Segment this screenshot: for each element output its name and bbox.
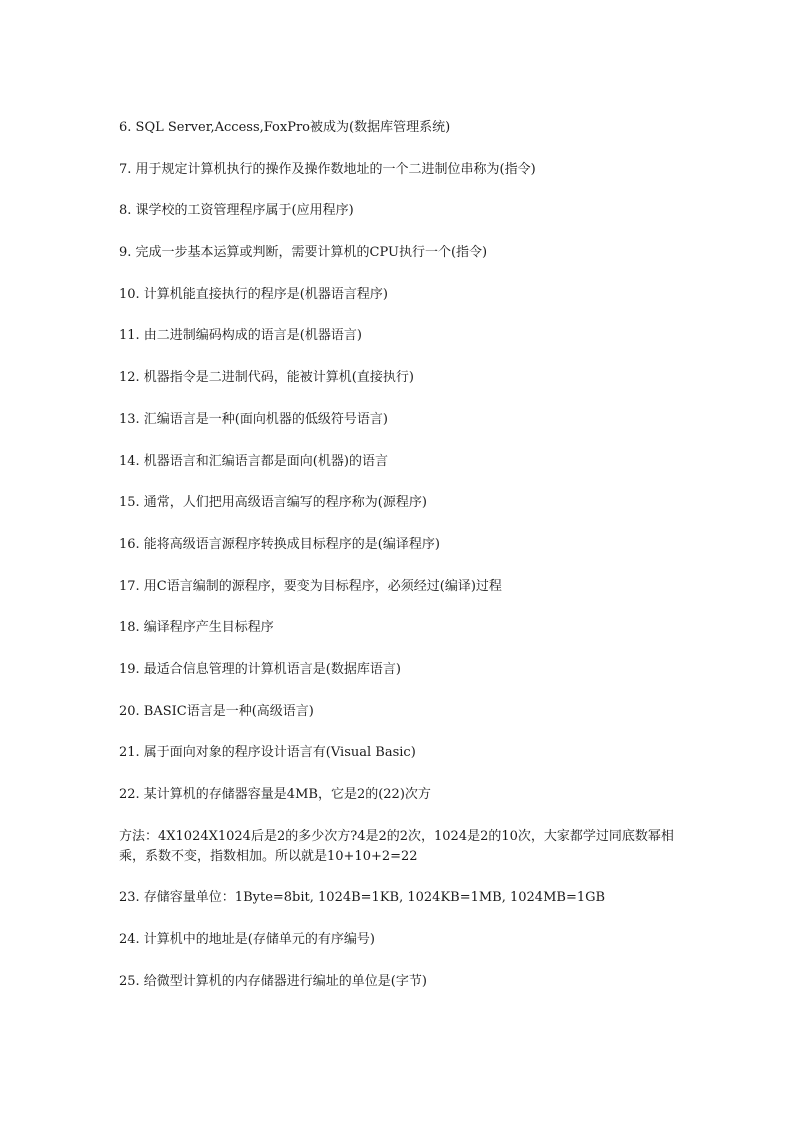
list-item: 20. BASIC语言是一种(高级语言) xyxy=(119,703,314,719)
list-item: 25. 给微型计算机的内存储器进行编址的单位是(字节) xyxy=(119,973,427,989)
question-list xyxy=(119,118,679,1013)
list-item: 23. 存储容量单位：1Byte=8bit, 1024B=1KB, 1024KB=1MB, 1024MB=1GB xyxy=(119,890,606,906)
list-item: 7. 用于规定计算机执行的操作及操作数地址的一个二进制位串称为(指令) xyxy=(119,161,536,177)
list-item: 12. 机器指令是二进制代码，能被计算机(直接执行) xyxy=(119,370,414,386)
list-item: 19. 最适合信息管理的计算机语言是(数据库语言) xyxy=(119,661,401,677)
list-item: 13. 汇编语言是一种(面向机器的低级符号语言) xyxy=(119,411,388,427)
list-item: 9. 完成一步基本运算或判断，需要计算机的CPU执行一个(指令) xyxy=(119,245,488,261)
list-item: 22. 某计算机的存储器容量是4MB，它是2的(22)次方 xyxy=(119,787,431,802)
list-item: 17. 用C语言编制的源程序，要变为目标程序，必须经过(编译)过程 xyxy=(119,578,502,594)
list-item: 11. 由二进制编码构成的语言是(机器语言) xyxy=(119,328,362,344)
list-item: 15. 通常，人们把用高级语言编写的程序称为(源程序) xyxy=(119,495,427,511)
list-item: 6. SQL Server,Access,FoxPro被成为(数据库管理系统) xyxy=(119,120,451,135)
list-item: 21. 属于面向对象的程序设计语言有(Visual Basic) xyxy=(119,745,416,761)
method-paragraph: 方法：4X1024X1024后是2的多少次方?4是2的2次，1024是2的10次，大家都学过同底数幂相乘，系数不变，指数相加。所以就是10+10+2=22 xyxy=(119,828,674,864)
list-item: 16. 能将高级语言源程序转换成目标程序的是(编译程序) xyxy=(119,536,440,552)
list-item: 8. 课学校的工资管理程序属于(应用程序) xyxy=(119,203,354,219)
list-item: 10. 计算机能直接执行的程序是(机器语言程序) xyxy=(119,286,388,302)
list-item: 24. 计算机中的地址是(存储单元的有序编号) xyxy=(119,932,375,948)
list-item: 18. 编译程序产生目标程序 xyxy=(119,620,274,636)
list-item: 14. 机器语言和汇编语言都是面向(机器)的语言 xyxy=(119,453,388,469)
